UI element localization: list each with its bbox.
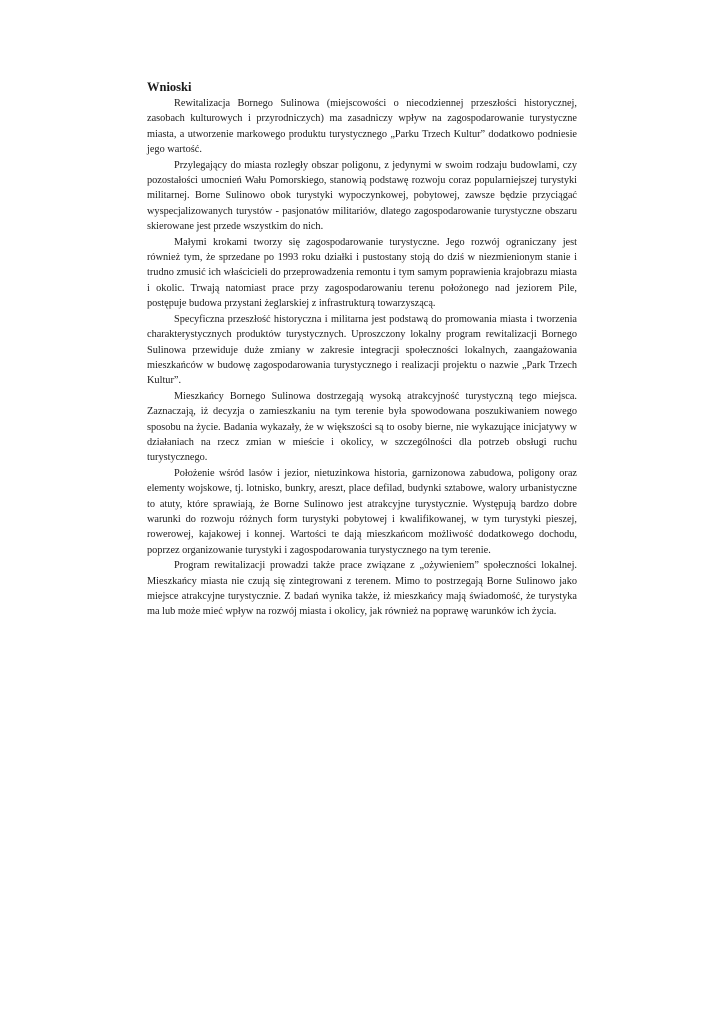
paragraph-2: Przylegający do miasta rozległy obszar poligonu, z jedynymi w swoim rodzaju budowlami, czy pozostałości umocnień Wału Pomorskiego, stanowią podstawę rozwoju coraz popularniejszej turystyki militarnej. Borne Sulinowo obok turystyki wypoczynkowej, pobytowej, zawsze będzie przyciągać wyspecjalizowanych turystów - pasjonatów militariów, dlatego zagospodarowanie turystyczne obszaru skierowane jest przede wszystkim do nich. — [147, 159, 577, 233]
paragraph-4: Specyficzna przeszłość historyczna i militarna jest podstawą do promowania miasta i tworzenia charakterystycznych produktów turystycznych. Uproszczony lokalny program rewitalizacji Bornego Sulinowa przewiduje duże zmiany w zakresie integracji społeczności lokalnych, zaangażowania mieszkańców w budowę zagospodarowania turystycznego i realizacji projektu o nazwie „Park Trzech Kultur”. — [147, 313, 577, 387]
paragraph-7: Program rewitalizacji prowadzi także prace związane z „ożywieniem” społeczności lokalnej. Mieszkańcy miasta nie czują się zintegrowani z terenem. Mimo to postrzegają Borne Sulinowo jako miejsce atrakcyjne turystycznie. Z badań wynika także, iż mieszkańcy mają świadomość, że turystyka ma lub może mieć wpływ na rozwój miasta i okolicy, jak również na poprawę warunków ich życia. — [147, 560, 577, 618]
paragraph-6: Położenie wśród lasów i jezior, nietuzinkowa historia, garnizonowa zabudowa, poligony oraz elementy wojskowe, tj. lotnisko, bunkry, areszt, place defilad, budynki sztabowe, walory urbanistyczne to atuty, które sprawiają, że Borne Sulinowo jest atrakcyjne turystycznie. Występują bardzo dobre warunki do rozwoju różnych form turystyki pobytowej i kwalifikowanej, w tym turystyki pieszej, rowerowej, kajakowej i konnej. Wartości te dają mieszkańcom możliwość dodatkowego dochodu, poprzez organizowanie turystyki i zagospodarowania turystycznego na tym terenie. — [147, 467, 577, 556]
paragraph-5: Mieszkańcy Bornego Sulinowa dostrzegają wysoką atrakcyjność turystyczną tego miejsca. Zaznaczają, iż decyzja o zamieszkaniu na tym terenie była spowodowana poszukiwaniem nowego sposobu na życie. Badania wykazały, że w większości są to osoby bierne, nie wykazujące inicjatywy w działaniach na rzecz zmian w mieście i okolicy, w szczególności dla potrzeb obsługi ruchu turystycznego. — [147, 390, 577, 464]
document-body — [147, 79, 577, 620]
section-heading: Wnioski — [147, 80, 192, 94]
paragraph-3: Małymi krokami tworzy się zagospodarowanie turystyczne. Jego rozwój ograniczany jest również tym, że sprzedane po 1993 roku działki i pustostany stoją do dziś w niezmienionym stanie i trudno zmusić ich właścicieli do przeprowadzenia remontu i tym samym poprawienia krajobrazu miasta i okolic. Trwają natomiast prace przy zagospodarowaniu terenu położonego nad jeziorem Pile, postępuje budowa przystani żeglarskiej z infrastrukturą towarzyszącą. — [147, 236, 577, 310]
paragraph-1: Rewitalizacja Bornego Sulinowa (miejscowości o niecodziennej przeszłości historycznej, zasobach kulturowych i przyrodniczych) ma zasadniczy wpływ na zagospodarowanie turystyczne miasta, a utworzenie markowego produktu turystycznego „Parku Trzech Kultur” dodatkowo podniesie jego wartość. — [147, 98, 577, 156]
